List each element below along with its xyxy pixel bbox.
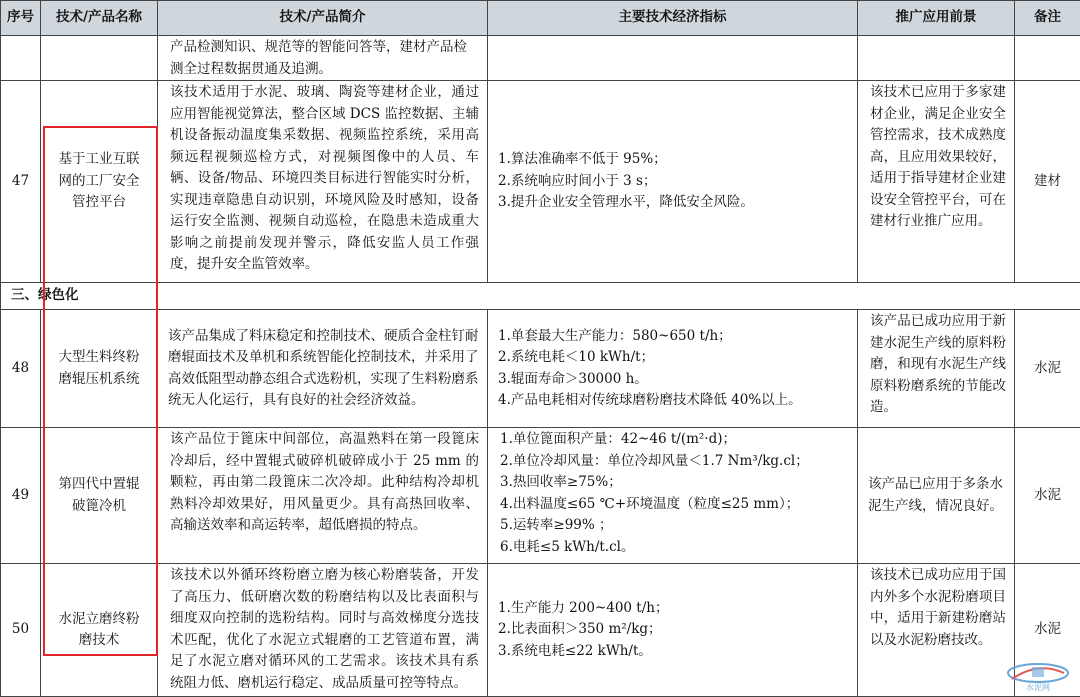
row-intro: 该技术以外循环终粉磨立磨为核心粉磨装备，开发了高压力、低研磨次数的粉磨结构以及比表面积与细度双向控制的选粉结构。同时与高效梯度分选技术匹配，优化了水泥立式辊磨的工艺管道布置，满足了水泥立磨对循环风的工艺需求。该技术具有系统阻力低、磨机运行稳定、成品质量可控等特点。 (158, 564, 488, 697)
row-note: 水泥 (1015, 564, 1080, 697)
row-seq: 49 (1, 428, 41, 564)
row-note: 水泥 (1015, 428, 1080, 564)
row-note: 水泥 (1015, 310, 1080, 428)
row-prospect: 该技术已成功应用于国内外多个水泥粉磨项目中，适用于新建粉磨站以及水泥粉磨技改。 (858, 564, 1015, 697)
header-note: 备注 (1015, 1, 1080, 36)
row-intro: 该产品集成了料床稳定和控制技术、硬质合金柱钉耐磨辊面技术及单机和系统智能化控制技术，并采用了高效低阻型动静态组合式选粉机，实现了生料粉磨系统无人化运行，具有良好的社会经济效益。 (158, 310, 488, 428)
section-title: 三、绿色化 (1, 283, 1080, 310)
section-row (1, 283, 1080, 310)
row-indicators: 1.生产能力 200~400 t/h； 2.比表面积＞350 m²/kg； 3.系统电耗≤22 kWh/t。 (488, 564, 858, 697)
row-name: 大型生料终粉磨辊压机系统 (41, 310, 158, 428)
row-note: 建材 (1015, 81, 1080, 283)
row-name: 第四代中置辊破篦冷机 (41, 428, 158, 564)
row-seq: 48 (1, 310, 41, 428)
table-header-row (1, 1, 1080, 36)
table-row (1, 81, 1080, 283)
row-intro: 该技术适用于水泥、玻璃、陶瓷等建材企业，通过应用智能视觉算法，整合区域 DCS 监控数据、主辅机设备振动温度集采数据、视频监控系统，采用高频远程视频巡检方式，对视频图像中的人员、车辆、设备/物品、环境四类目标进行智能实时分析，实现违章隐患自动识别，环境风险及时感知，设备运行安全监测、视频自动巡检，在隐患未造成重大影响之前提前发现并警示，降低安监人员工作强度，提升安全监管效率。 (158, 81, 488, 283)
row-seq: 47 (1, 81, 41, 283)
watermark-text: 水泥网 (1026, 682, 1050, 692)
header-name: 技术/产品名称 (41, 1, 158, 36)
row-prospect: 该产品已应用于多条水泥生产线，情况良好。 (858, 428, 1015, 564)
header-prospect: 推广应用前景 (858, 1, 1015, 36)
table-row (1, 428, 1080, 564)
continuation-intro: 产品检测知识、规范等的智能问答等，建材产品检 测全过程数据贯通及追溯。 (158, 36, 488, 81)
row-seq: 50 (1, 564, 41, 697)
header-seq: 序号 (1, 1, 41, 36)
table-row (1, 564, 1080, 697)
row-prospect: 该产品已成功应用于新建水泥生产线的原料粉磨，和现有水泥生产线原料粉磨系统的节能改造。 (858, 310, 1015, 428)
row-indicators: 1.算法准确率不低于 95%； 2.系统响应时间小于 3 s； 3.提升企业安全管理水平，降低安全风险。 (488, 81, 858, 283)
row-intro: 该产品位于篦床中间部位，高温熟料在第一段篦床冷却后，经中置辊式破碎机破碎成小于 25 mm 的颗粒，再由第二段篦床二次冷却。此种结构冷却机熟料冷却效果好，用风量更少。具有高热回收率、高输送效率和高运转率，超低磨损的特点。 (158, 428, 488, 564)
row-prospect: 该技术已应用于多家建材企业，满足企业安全管控需求，技术成熟度高，且应用效果较好，适用于指导建材企业建设安全管控平台，可在建材行业推广应用。 (858, 81, 1015, 283)
red-highlight-box (43, 126, 158, 656)
row-name: 水泥立磨终粉磨技术 (41, 564, 158, 697)
continuation-row (1, 36, 1080, 81)
header-intro: 技术/产品简介 (158, 1, 488, 36)
site-logo-icon (1004, 659, 1072, 693)
row-indicators: 1.单位篦面积产量：42~46 t/(m²·d)； 2.单位冷却风量：单位冷却风量＜1.7 Nm³/kg.cl； 3.热回收率≥75%； 4.出料温度≤65 ℃+环境温度（粒度≤25 mm）； 5.运转率≥99% ； 6.电耗≤5 kWh/t.cl。 (488, 428, 858, 564)
table-row (1, 310, 1080, 428)
row-name: 基于工业互联网的工厂安全管控平台 (41, 81, 158, 283)
header-indicators: 主要技术经济指标 (488, 1, 858, 36)
row-indicators: 1.单套最大生产能力：580~650 t/h； 2.系统电耗＜10 kWh/t； 3.辊面寿命＞30000 h。 4.产品电耗相对传统球磨粉磨技术降低 40%以上。 (488, 310, 858, 428)
